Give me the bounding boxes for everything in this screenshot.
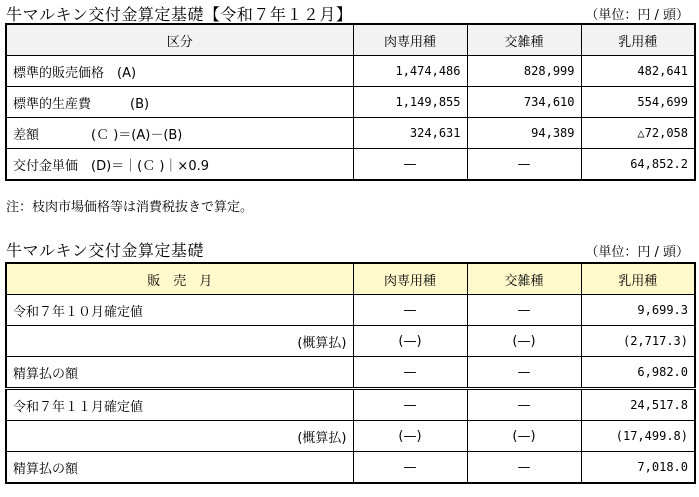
table2-row-label: 令和７年１０月確定値	[6, 295, 353, 326]
table1-cell-cross: 94,389	[467, 118, 581, 149]
table2-cell-cross: —	[467, 452, 581, 484]
table1-row-label: 標準的販売価格 (A)	[6, 56, 353, 87]
table1-row-label: 差額 (Ｃ )＝(A)－(B)	[6, 118, 353, 149]
table-row	[6, 326, 695, 357]
table1-cell-dairy: 482,641	[581, 56, 695, 87]
table2-cell-beef: —	[353, 452, 467, 484]
table1-unit: （単位：円 / 頭）	[585, 8, 689, 23]
table2-cell-cross: —	[467, 295, 581, 326]
table1-cell-dairy: 554,699	[581, 87, 695, 118]
table1-header-category: 区分	[6, 24, 353, 56]
table1-header-cross: 交雑種	[467, 24, 581, 56]
table2-cell-beef: —	[353, 357, 467, 389]
table2-cell-dairy: 7,018.0	[581, 452, 695, 484]
table2-cell-cross: (—)	[467, 326, 581, 357]
table2-row-label: 令和７年１１月確定値	[6, 389, 353, 421]
table-row	[6, 389, 695, 421]
table-row	[6, 421, 695, 452]
table2-cell-dairy: 24,517.8	[581, 389, 695, 421]
table1-header-dairy: 乳用種	[581, 24, 695, 56]
table2-cell-dairy: (2,717.3)	[581, 326, 695, 357]
table2-cell-beef: (—)	[353, 421, 467, 452]
table2-cell-beef: (—)	[353, 326, 467, 357]
table2-cell-dairy: 9,699.3	[581, 295, 695, 326]
table1-cell-cross: 734,610	[467, 87, 581, 118]
table2-cell-beef: —	[353, 389, 467, 421]
table2-header-month: 販 売 月	[6, 263, 353, 295]
table2-row-label: 精算払の額	[6, 357, 353, 389]
table-row	[6, 357, 695, 389]
table1-cell-cross: —	[467, 149, 581, 181]
table1-header-beef: 肉専用種	[353, 24, 467, 56]
table1-title: 牛マルキン交付金算定基礎【令和７年１２月】	[6, 5, 353, 24]
table1	[5, 23, 696, 181]
table2-row-label: (概算払)	[6, 421, 353, 452]
table2-header-cross: 交雑種	[467, 263, 581, 295]
table1-cell-cross: 828,999	[467, 56, 581, 87]
table-row	[6, 56, 695, 87]
table2-unit: （単位：円 / 頭）	[585, 245, 689, 260]
table1-row-label: 交付金単価 (D)＝｜(Ｃ )｜×0.9	[6, 149, 353, 181]
table2-cell-cross: (—)	[467, 421, 581, 452]
table1-cell-beef: —	[353, 149, 467, 181]
table-row	[6, 87, 695, 118]
table2-cell-beef: —	[353, 295, 467, 326]
table2-header-beef: 肉専用種	[353, 263, 467, 295]
table1-note: 注：枝肉市場価格等は消費税抜きで算定。	[6, 200, 254, 215]
table2-row-label: 精算払の額	[6, 452, 353, 484]
table-row	[6, 452, 695, 484]
table1-cell-dairy: △72,058	[581, 118, 695, 149]
table2-cell-cross: —	[467, 389, 581, 421]
table1-cell-dairy: 64,852.2	[581, 149, 695, 181]
table2-header-dairy: 乳用種	[581, 263, 695, 295]
table2	[5, 262, 696, 484]
table2-cell-dairy: (17,499.8)	[581, 421, 695, 452]
table1-cell-beef: 324,631	[353, 118, 467, 149]
table-row	[6, 118, 695, 149]
table-row	[6, 295, 695, 326]
table1-cell-beef: 1,474,486	[353, 56, 467, 87]
table2-cell-cross: —	[467, 357, 581, 389]
table2-header-row	[6, 263, 695, 295]
table1-cell-beef: 1,149,855	[353, 87, 467, 118]
table2-row-label: (概算払)	[6, 326, 353, 357]
table2-title: 牛マルキン交付金算定基礎	[6, 241, 204, 260]
table1-header-row	[6, 24, 695, 56]
table2-cell-dairy: 6,982.0	[581, 357, 695, 389]
table1-row-label: 標準的生産費 (B)	[6, 87, 353, 118]
table-row	[6, 149, 695, 181]
